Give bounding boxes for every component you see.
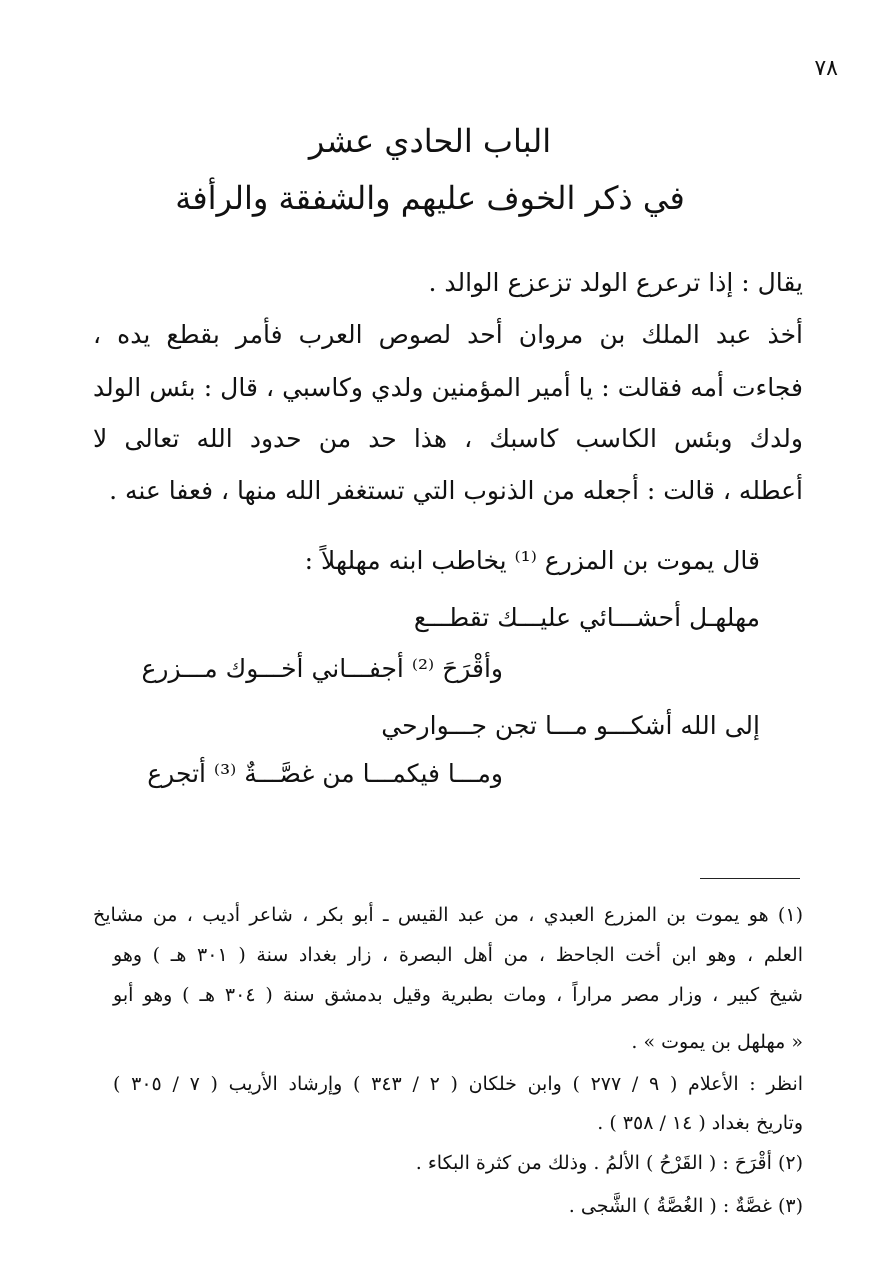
chapter-title: الباب الحادي عشر: [308, 122, 552, 160]
footnote-1-line-1: (١) هو يموت بن المزرع العبدي ، من عبد القيس ـ أبو بكر ، شاعر أديب ، من مشايخ: [93, 904, 803, 926]
footnote-1-line-2: العلم ، وهو ابن أخت الجاحظ ، من أهل البصرة ، زار بغداد سنة ( ٣٠١ هـ ) وهو: [113, 944, 803, 966]
poem-verse-2-second-hemistich: ومـــا فيكمـــا من غصَّـــةٌ ⁽³⁾ أتجرع: [147, 759, 503, 788]
poem-intro: قال يموت بن المزرع ⁽¹⁾ يخاطب ابنه مهلهلاً :: [304, 546, 760, 575]
footnote-1-line-5: انظر : الأعلام ( ٩ / ٢٧٧ ) وابن خلكان ( ٢ / ٣٤٣ ) وإرشاد الأريب ( ٧ / ٣٠٥ ): [113, 1073, 804, 1095]
footnote-1-line-4: « مهلهل بن يموت » .: [631, 1031, 803, 1053]
footnote-1-line-3: شيخ كبير ، وزار مصر مراراً ، ومات بطبرية وقيل بدمشق سنة ( ٣٠٤ هـ ) وهو أبو: [113, 984, 803, 1006]
body-line-2: أخذ عبد الملك بن مروان أحد لصوص العرب فأمر بقطع يده ،: [93, 320, 803, 349]
poem-verse-2-first-hemistich: إلى الله أشكـــو مـــا تجن جـــوارحي: [381, 711, 760, 740]
body-line-5: أعطله ، قالت : أجعله من الذنوب التي تستغفر الله منها ، فعفا عنه .: [109, 476, 803, 505]
footnote-1-line-6: وتاريخ بغداد ( ١٤ / ٣٥٨ ) .: [597, 1112, 803, 1134]
body-line-3: فجاءت أمه فقالت : يا أمير المؤمنين ولدي وكاسبي ، قال : بئس الولد: [93, 373, 803, 402]
chapter-subtitle: في ذكر الخوف عليهم والشفقة والرأفة: [175, 179, 685, 217]
footnote-2: (٢) أقْرَحَ : ( القَرْحُ ) الألمُ . وذلك من كثرة البكاء .: [415, 1152, 803, 1174]
footnote-3: (٣) غصَّةٌ : ( الغُصَّةُ ) الشَّجى .: [568, 1195, 803, 1217]
body-line-4: ولدك وبئس الكاسب كاسبك ، هذا حد من حدود الله تعالى لا: [93, 424, 803, 453]
footnote-divider: [700, 878, 800, 879]
poem-verse-1-second-hemistich: وأقْرَحَ ⁽²⁾ أجفـــاني أخـــوك مـــزرع: [141, 654, 503, 683]
poem-verse-1-first-hemistich: مهلهـل أحشـــائي عليـــك تقطـــع: [413, 603, 760, 632]
page-number: ٧٨: [814, 56, 838, 81]
body-line-1: يقال : إذا ترعرع الولد تزعزع الوالد .: [428, 268, 803, 297]
